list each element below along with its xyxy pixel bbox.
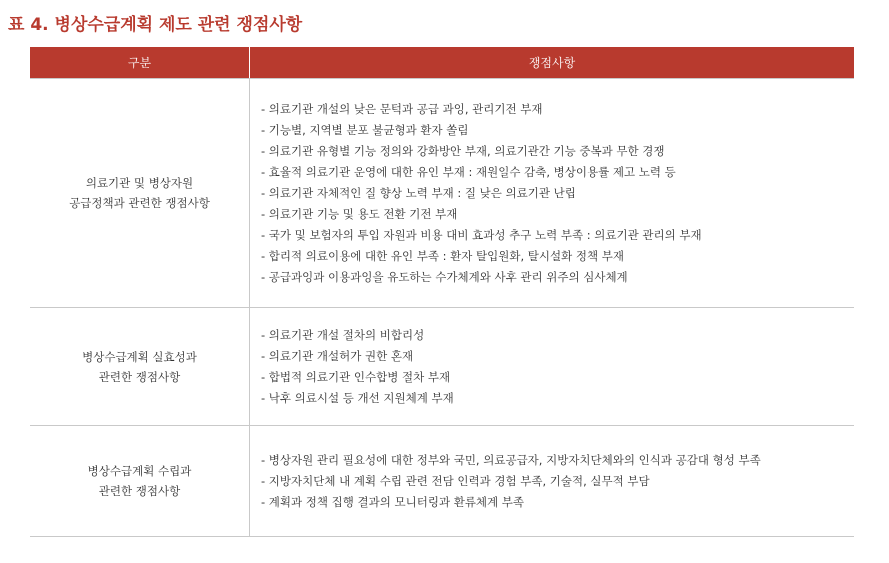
issue-item: - 의료기관 기능 및 용도 전환 기전 부재 bbox=[261, 206, 458, 221]
category-line: 의료기관 및 병상자원 bbox=[85, 176, 194, 190]
issue-item: - 의료기관 개설 절차의 비합리성 bbox=[261, 327, 425, 342]
category-line: 관련한 쟁점사항 bbox=[98, 484, 181, 498]
header-category: 구분 bbox=[30, 47, 250, 78]
issues-cell bbox=[250, 426, 854, 536]
category-cell bbox=[30, 426, 250, 536]
category-line: 병상수급계획 수립과 bbox=[87, 464, 192, 478]
issue-item: - 의료기관 개설허가 권한 혼재 bbox=[261, 348, 414, 363]
category-line: 병상수급계획 실효성과 bbox=[82, 349, 197, 364]
issue-item: - 합법적 의료기관 인수합병 절차 부재 bbox=[261, 369, 451, 384]
issue-item: - 계획과 정책 집행 결과의 모니터링과 환류체계 부족 bbox=[261, 494, 525, 509]
issue-item: - 의료기관 유형별 기능 정의와 강화방안 부재, 의료기관간 기능 중복과 무한 경쟁 bbox=[261, 143, 665, 158]
table-row bbox=[30, 307, 854, 425]
issues-table bbox=[30, 47, 854, 537]
category-cell bbox=[30, 308, 250, 425]
category-line: 공급정책과 관련한 쟁점사항 bbox=[69, 196, 210, 210]
table-row bbox=[30, 425, 854, 536]
issue-item: - 합리적 의료이용에 대한 유인 부족 : 환자 탈입원화, 탈시설화 정책 부재 bbox=[261, 248, 624, 263]
header-issues: 쟁점사항 bbox=[528, 56, 576, 70]
issue-item: - 기능별, 지역별 분포 불균형과 환자 쏠림 bbox=[261, 122, 469, 137]
issues-cell bbox=[250, 308, 854, 425]
issue-item: - 의료기관 자체적인 질 향상 노력 부재 : 질 낮은 의료기관 난립 bbox=[261, 185, 576, 200]
issue-item: - 병상자원 관리 필요성에 대한 정부와 국민, 의료공급자, 지방자치단체와의 인식과 공감대 형성 부족 bbox=[261, 452, 761, 467]
table-caption: 표 4. 병상수급계획 제도 관련 쟁점사항 bbox=[8, 15, 303, 35]
issue-item: - 효율적 의료기관 운영에 대한 유인 부재 : 재원일수 감축, 병상이용률 제고 노력 등 bbox=[261, 164, 676, 179]
category-line: 관련한 쟁점사항 bbox=[98, 369, 181, 384]
issue-item: - 공급과잉과 이용과잉을 유도하는 수가체계와 사후 관리 위주의 심사체계 bbox=[261, 269, 628, 284]
issue-item: - 지방자치단체 내 계획 수립 관련 전담 인력과 경험 부족, 기술적, 실무적 부담 bbox=[261, 473, 650, 488]
category-cell bbox=[30, 79, 250, 307]
issue-item: - 의료기관 개설의 낮은 문턱과 공급 과잉, 관리기전 부재 bbox=[261, 101, 543, 116]
issue-item: - 국가 및 보험자의 투입 자원과 비용 대비 효과성 추구 노력 부족 : 의료기관 관리의 부재 bbox=[261, 227, 702, 242]
table-row bbox=[30, 78, 854, 307]
issue-item: - 낙후 의료시설 등 개선 지원체계 부재 bbox=[261, 390, 454, 405]
issues-cell bbox=[250, 79, 854, 307]
table-header bbox=[30, 47, 854, 78]
